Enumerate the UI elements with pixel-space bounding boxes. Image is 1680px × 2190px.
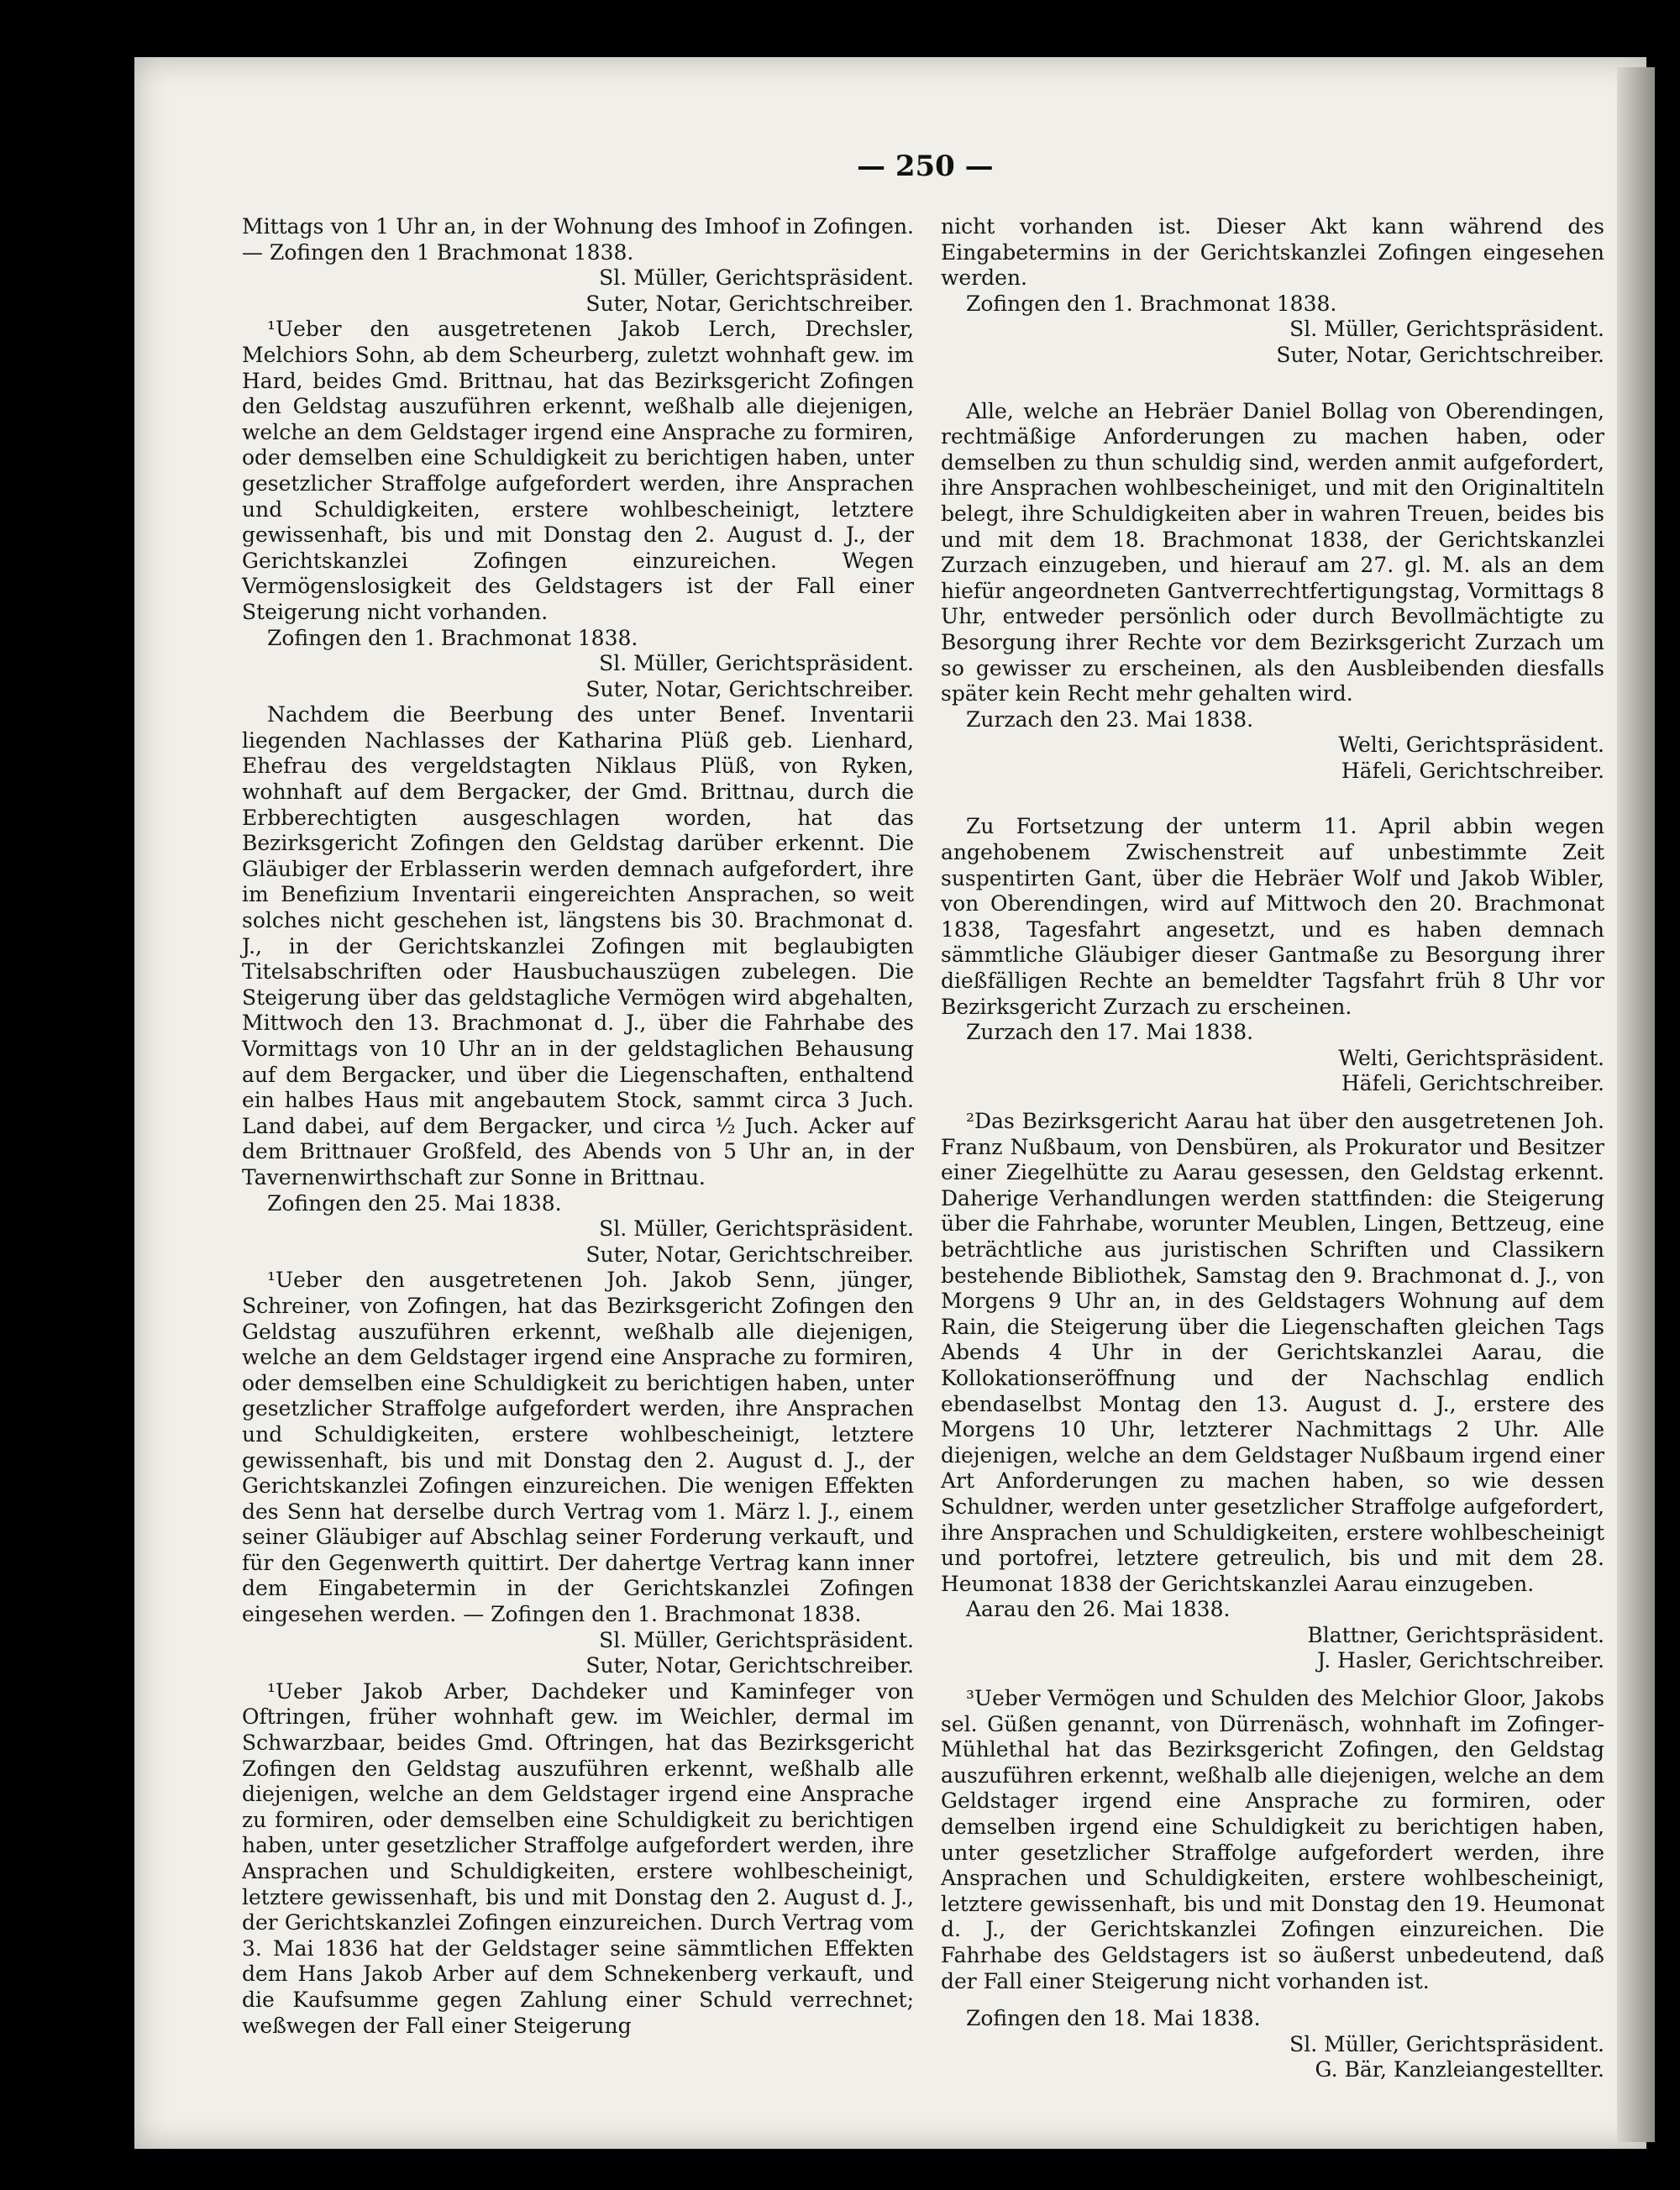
notice-imhoof — [242, 214, 914, 317]
signature-president: Welti, Gerichtspräsident. — [1338, 1045, 1604, 1070]
signature-president: Sl. Müller, Gerichtspräsident. — [1289, 317, 1604, 342]
notice-dateline: Zofingen den 25. Mai 1838. — [267, 1190, 562, 1216]
signature-clerk: Suter, Notar, Gerichtschreiber. — [1276, 342, 1604, 367]
notice-wibler — [941, 814, 1604, 1097]
signature-president: Sl. Müller, Gerichtspräsident. — [599, 1627, 914, 1652]
notice-text: ³Ueber Vermögen und Schulden des Melchior Gloor, Jakobs sel. Güßen genannt, von Dürrenäsch, wohnhaft im Zofinger-Mühlethal hat das Bezirksgericht Zofingen, den Geldstag auszuführen erkennt, weßhalb alle diejenigen, welche an dem Geldstager irgend eine Ansprache zu formiren, oder demselben irgend eine Schuldigkeit zu berichtigen haben, unter gesetzlicher Straffolge aufgefordert werden, ihre Ansprachen und Schuldigkeiten, erstere wohlbescheinigt, letztere gewissenhaft, bis und mit Donstag den 19. Heumonat d. J., der Gerichtskanzlei Zofingen einzureichen. Die Fahrhabe des Geldstagers ist so äußerst unbedeutend, daß der Fall einer Steigerung nicht vorhanden ist. — [941, 1686, 1604, 1993]
notice-dateline: Zofingen den 1. Brachmonat 1838. — [267, 625, 638, 650]
signature-clerk: J. Hasler, Gerichtschreiber. — [1317, 1648, 1604, 1673]
left-column — [242, 214, 914, 2039]
signature-clerk: Suter, Notar, Gerichtschreiber. — [585, 291, 914, 316]
notice-nussbaum — [941, 1109, 1604, 1674]
notice-dateline: Zurzach den 23. Mai 1838. — [966, 706, 1254, 732]
signature-clerk: Suter, Notar, Gerichtschreiber. — [585, 676, 914, 701]
signature-clerk: Häfeli, Gerichtschreiber. — [1341, 1071, 1604, 1096]
notice-senn — [242, 1268, 914, 1679]
notice-text: ¹Ueber den ausgetretenen Jakob Lerch, Drechsler, Melchiors Sohn, ab dem Scheurberg, zuletzt wohnhaft gew. im Hard, beides Gmd. Brittnau, hat das Bezirksgericht Zofingen den Geldstag auszuführen erkennt, weßhalb alle diejenigen, welche an dem Geldstager irgend eine Ansprache zu formiren, oder demselben eine Schuldigkeit zu berichtigen haben, unter gesetzlicher Straffolge aufgefordert werden, ihre Ansprachen und Schuldigkeiten, erstere wohlbescheinigt, letztere gewissenhaft, bis und mit Donstag den 2. August d. J., der Gerichtskanzlei Zofingen einzureichen. Wegen Vermögenslosigkeit des Geldstagers ist der Fall einer Steigerung nicht vorhanden. — [242, 317, 914, 624]
notice-gloor — [941, 1686, 1604, 2083]
signature-president: Sl. Müller, Gerichtspräsident. — [599, 265, 914, 291]
notice-text: ¹Ueber Jakob Arber, Dachdeker und Kaminfeger von Oftringen, früher wohnhaft gew. im Weichler, dermal im Schwarzbaar, beides Gmd. Oftringen, hat das Bezirksgericht Zofingen den Geldstag auszuführen erkennt, weßhalb alle diejenigen, welche an dem Geldstager irgend eine Ansprache zu formiren, oder demselben eine Schuldigkeit zu berichtigen haben, unter gesetzlicher Straffolge aufgefordert werden, ihre Ansprachen und Schuldigkeiten, erstere wohlbescheinigt, letztere gewissenhaft, bis und mit Donstag den 2. August d. J., der Gerichtskanzlei Zofingen einzureichen. Durch Vertrag vom 3. Mai 1836 hat der Geldstager seine sämmtlichen Effekten dem Hans Jakob Arber auf dem Schnekenberg verkauft, und die Kaufsumme gegen Zahlung einer Schuld verrechnet; weßwegen der Fall einer Steigerung — [242, 1678, 914, 2038]
notice-text: nicht vorhanden ist. Dieser Akt kann während des Eingabetermins in der Gerichtskanzlei Zofingen eingesehen werden. — [941, 214, 1604, 291]
signature-president: Sl. Müller, Gerichtspräsident. — [1289, 2031, 1604, 2056]
notice-text: Nachdem die Beerbung des unter Benef. Inventarii liegenden Nachlasses der Katharina Plüß geb. Lienhard, Ehefrau des vergeldstagten Niklaus Plüß, von Ryken, wohnhaft auf dem Bergacker, der Gmd. Brittnau, durch die Erbberechtigten ausgeschlagen worden, hat das Bezirksgericht Zofingen den Geldstag darüber erkennt. Die Gläubiger der Erblasserin werden demnach aufgefordert, ihre im Benefizium Inventarii eingereichten Ansprachen, so weit solches nicht geschehen ist, längstens bis 30. Brachmonat d. J., in der Gerichtskanzlei Zofingen mit beglaubigten Titelsabschriften oder Hausbuchauszügen zubelegen. Die Steigerung über das geldstagliche Vermögen wird abgehalten, Mittwoch den 13. Brachmonat d. J., über die Fahrhabe des Vormittags von 10 Uhr an in der geldstaglichen Behausung auf dem Bergacker, und über die Liegenschaften, enthaltend ein halbes Haus mit angebautem Stock, sammt circa 3 Juch. Land dabei, auf dem Bergacker, und circa ½ Juch. Acker auf dem Brittnauer Großfeld, des Abends von 5 Uhr an, in der Tavernenwirthschaft zur Sonne in Brittnau. — [242, 702, 914, 1190]
signature-president: Blattner, Gerichtspräsident. — [1307, 1622, 1604, 1647]
signature-president: Sl. Müller, Gerichtspräsident. — [599, 1216, 914, 1242]
page-number: — 250 — — [857, 150, 994, 183]
notice-lerch — [242, 317, 914, 702]
notice-dateline: Zurzach den 17. Mai 1838. — [966, 1020, 1254, 1045]
notice-arber-continued — [941, 214, 1604, 369]
notice-text: Mittags von 1 Uhr an, in der Wohnung des Imhoof in Zofingen. — Zofingen den 1 Brachmonat 1838. — [242, 214, 914, 265]
signature-clerk: Häfeli, Gerichtschreiber. — [1341, 758, 1604, 783]
signature-clerk: Suter, Notar, Gerichtschreiber. — [585, 1653, 914, 1678]
signature-clerk: G. Bär, Kanzleiangestellter. — [1315, 2057, 1604, 2082]
notice-text: Zu Fortsetzung der unterm 11. April abbin wegen angehobenem Zwischenstreit auf unbestimmte Zeit suspentirten Gant, über die Hebräer Wolf und Jakob Wibler, von Oberendingen, wird auf Mittwoch den 20. Brachmonat 1838, Tagesfahrt angesetzt, und es haben demnach sämmtliche Gläubiger dieser Gantmaße zu Besorgung ihrer dießfälligen Rechte an bemeldter Tagsfahrt früh 8 Uhr vor Bezirksgericht Zurzach zu erscheinen. — [941, 814, 1604, 1019]
notice-dateline: Aarau den 26. Mai 1838. — [966, 1597, 1231, 1622]
notice-text: Alle, welche an Hebräer Daniel Bollag von Oberendingen, rechtmäßige Anforderungen zu machen haben, oder demselben zu thun schuldig sind, werden anmit aufgefordert, ihre Ansprachen wohlbescheiniget, und mit den Originaltiteln belegt, ihre Schuldigkeiten aber in wahren Treuen, beides bis und mit dem 18. Brachmonat 1838, der Gerichtskanzlei Zurzach einzugeben, und hierauf am 27. gl. M. als an dem hiefür angeordneten Gantverrechtfertigungstag, Vormittags 8 Uhr, entweder persönlich oder durch Bevollmächtigte zu Besorgung ihrer Rechte vor dem Bezirksgericht Zurzach um so gewisser zu erscheinen, als den Ausbleibenden diesfalls später kein Recht mehr gehalten wird. — [941, 398, 1604, 706]
signature-clerk: Suter, Notar, Gerichtschreiber. — [585, 1242, 914, 1267]
page-edge — [1617, 67, 1655, 2142]
signature-president: Welti, Gerichtspräsident. — [1338, 733, 1604, 758]
notice-arber — [242, 1679, 914, 2039]
right-column — [941, 214, 1604, 2083]
notice-pluess — [242, 702, 914, 1268]
notice-dateline: Zofingen den 18. Mai 1838. — [966, 2006, 1261, 2031]
notice-bollag — [941, 399, 1604, 785]
signature-president: Sl. Müller, Gerichtspräsident. — [599, 651, 914, 676]
notice-text: ¹Ueber den ausgetretenen Joh. Jakob Senn, jünger, Schreiner, von Zofingen, hat das Bezirksgericht Zofingen den Geldstag auszuführen erkennt, weßhalb alle diejenigen, welche an dem Geldstager irgend eine Ansprache zu formiren, oder demselben eine Schuldigkeit zu berichtigen haben, unter gesetzlicher Straffolge aufgefordert werden, ihre Ansprachen und Schuldigkeiten, erstere wohlbescheinigt, letztere gewissenhaft, bis und mit Donstag den 2. August d. J., der Gerichtskanzlei Zofingen einzureichen. Die wenigen Effekten des Senn hat derselbe durch Vertrag vom 1. März l. J., einem seiner Gläubiger auf Abschlag seiner Forderung verkauft, und für den Gegenwerth quittirt. Der dahertge Vertrag kann inner dem Eingabetermin in der Gerichtskanzlei Zofingen eingesehen werden. — Zofingen den 1. Brachmonat 1838. — [242, 1268, 914, 1627]
notice-text: ²Das Bezirksgericht Aarau hat über den ausgetretenen Joh. Franz Nußbaum, von Densbüren, als Prokurator und Besitzer einer Ziegelhütte zu Aarau gesessen, den Geldstag erkennt. Daherige Verhandlungen werden stattfinden: die Steigerung über die Fahrhabe, worunter Meublen, Lingen, Bettzeug, eine beträchtliche aus juristischen Schriften und Classikern bestehende Bibliothek, Samstag den 9. Brachmonat d. J., von Morgens 9 Uhr an, in des Geldstagers Wohnung auf dem Rain, die Steigerung über die Liegenschaften gleichen Tags Abends 4 Uhr in der Gerichtskanzlei Aarau, die Kollokationseröffnung und der Nachschlag endlich ebendaselbst Montag den 13. August d. J., erstere des Morgens 10 Uhr, letzterer Nachmittags 2 Uhr. Alle diejenigen, welche an dem Geldstager Nußbaum irgend einer Art Anforderungen zu machen haben, so wie dessen Schuldner, werden unter gesetzlicher Straffolge aufgefordert, ihre Ansprachen und Schuldigkeiten, erstere wohlbescheinigt und portofrei, letztere getreulich, bis und mit dem 28. Heumonat 1838 der Gerichtskanzlei Aarau einzugeben. — [941, 1109, 1604, 1596]
notice-dateline: Zofingen den 1. Brachmonat 1838. — [966, 291, 1337, 316]
